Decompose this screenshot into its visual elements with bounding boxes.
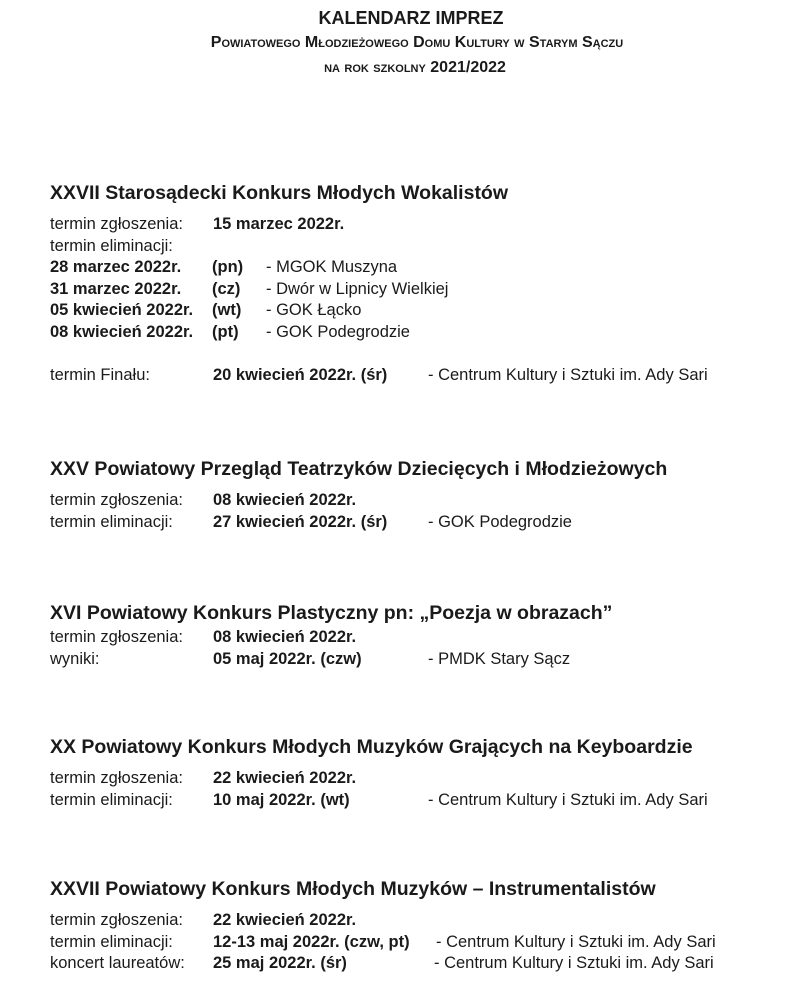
- results-date: 05 maj 2022r. (czw): [213, 649, 362, 668]
- registration-row: [50, 910, 780, 932]
- elimination-day: (wt): [212, 301, 242, 320]
- registration-date: 08 kwiecień 2022r.: [213, 628, 357, 646]
- elimination-label: termin eliminacji:: [50, 790, 173, 809]
- elimination-row: [50, 512, 780, 534]
- elimination-row: [50, 322, 780, 344]
- event-instrumentalists: [50, 877, 780, 975]
- school-year: na rok szkolny 2021/2022: [324, 59, 506, 76]
- elimination-day: (cz): [212, 279, 241, 298]
- document-header: [0, 6, 798, 80]
- document-subtitle: Powiatowego Młodzieżowego Domu Kultury w Starym Sączu: [210, 34, 624, 51]
- event-theatre: [50, 457, 780, 533]
- event-art-contest: [50, 601, 780, 670]
- results-row: [50, 649, 780, 671]
- elimination-place: - Centrum Kultury i Sztuki im. Ady Sari: [436, 932, 716, 951]
- document-title: KALENDARZ IMPREZ: [318, 8, 504, 28]
- elimination-date: 27 kwiecień 2022r. (śr): [213, 512, 388, 531]
- event-title: XXV Powiatowy Przegląd Teatrzyków Dziecięcych i Młodzieżowych: [50, 458, 668, 480]
- results-place: - PMDK Stary Sącz: [428, 649, 571, 668]
- elimination-place: - Centrum Kultury i Sztuki im. Ady Sari: [428, 790, 708, 809]
- final-date: 20 kwiecień 2022r. (śr): [213, 365, 388, 384]
- registration-label: termin zgłoszenia:: [50, 769, 183, 787]
- concert-place: - Centrum Kultury i Sztuki im. Ady Sari: [434, 954, 714, 973]
- elimination-row: [50, 932, 780, 954]
- elimination-place: - GOK Łącko: [266, 301, 362, 320]
- registration-row: [50, 768, 780, 790]
- registration-date: 15 marzec 2022r.: [213, 215, 345, 233]
- elimination-place: - Dwór w Lipnicy Wielkiej: [266, 279, 449, 298]
- elimination-date: 28 marzec 2022r.: [50, 258, 182, 277]
- elimination-row: [50, 279, 780, 301]
- registration-row: [50, 490, 780, 512]
- elimination-date: 05 kwiecień 2022r.: [50, 301, 194, 320]
- event-vocalists: [50, 181, 780, 386]
- elimination-row: [50, 257, 780, 279]
- elimination-place: - GOK Podegrodzie: [266, 322, 410, 341]
- elimination-row: [50, 790, 780, 812]
- results-label: wyniki:: [50, 649, 100, 668]
- elimination-label: termin eliminacji:: [50, 236, 173, 255]
- elimination-row: [50, 300, 780, 322]
- registration-date: 08 kwiecień 2022r.: [213, 491, 357, 509]
- registration-date: 22 kwiecień 2022r.: [213, 769, 357, 787]
- elimination-day: (pn): [212, 258, 244, 277]
- registration-label: termin zgłoszenia:: [50, 491, 183, 509]
- registration-label: termin zgłoszenia:: [50, 911, 183, 929]
- elimination-date: 10 maj 2022r. (wt): [213, 790, 350, 809]
- event-title: XXVII Powiatowy Konkurs Młodych Muzyków – Instrumentalistów: [50, 878, 656, 900]
- final-place: - Centrum Kultury i Sztuki im. Ady Sari: [428, 365, 708, 384]
- elimination-date: 31 marzec 2022r.: [50, 279, 182, 298]
- registration-row: [50, 214, 780, 236]
- event-keyboard: [50, 735, 780, 811]
- event-title: XVI Powiatowy Konkurs Plastyczny pn: „Poezja w obrazach”: [50, 602, 613, 624]
- event-title: XX Powiatowy Konkurs Młodych Muzyków Grających na Keyboardzie: [50, 736, 693, 758]
- elimination-date: 12-13 maj 2022r. (czw, pt): [213, 932, 410, 951]
- registration-date: 22 kwiecień 2022r.: [213, 911, 357, 929]
- elimination-label-row: [50, 236, 780, 258]
- elimination-date: 08 kwiecień 2022r.: [50, 322, 194, 341]
- concert-label: koncert laureatów:: [50, 954, 185, 973]
- final-row: [50, 365, 780, 387]
- registration-row: [50, 627, 780, 649]
- concert-row: [50, 953, 780, 975]
- final-label: termin Finału:: [50, 365, 150, 384]
- concert-date: 25 maj 2022r. (śr): [213, 954, 347, 973]
- elimination-day: (pt): [212, 322, 239, 341]
- elimination-place: - MGOK Muszyna: [266, 258, 398, 277]
- event-title: XXVII Starosądecki Konkurs Młodych Wokalistów: [50, 182, 509, 204]
- elimination-label: termin eliminacji:: [50, 512, 173, 531]
- elimination-place: - GOK Podegrodzie: [428, 512, 572, 531]
- registration-label: termin zgłoszenia:: [50, 628, 183, 646]
- elimination-label: termin eliminacji:: [50, 932, 173, 951]
- registration-label: termin zgłoszenia:: [50, 215, 183, 233]
